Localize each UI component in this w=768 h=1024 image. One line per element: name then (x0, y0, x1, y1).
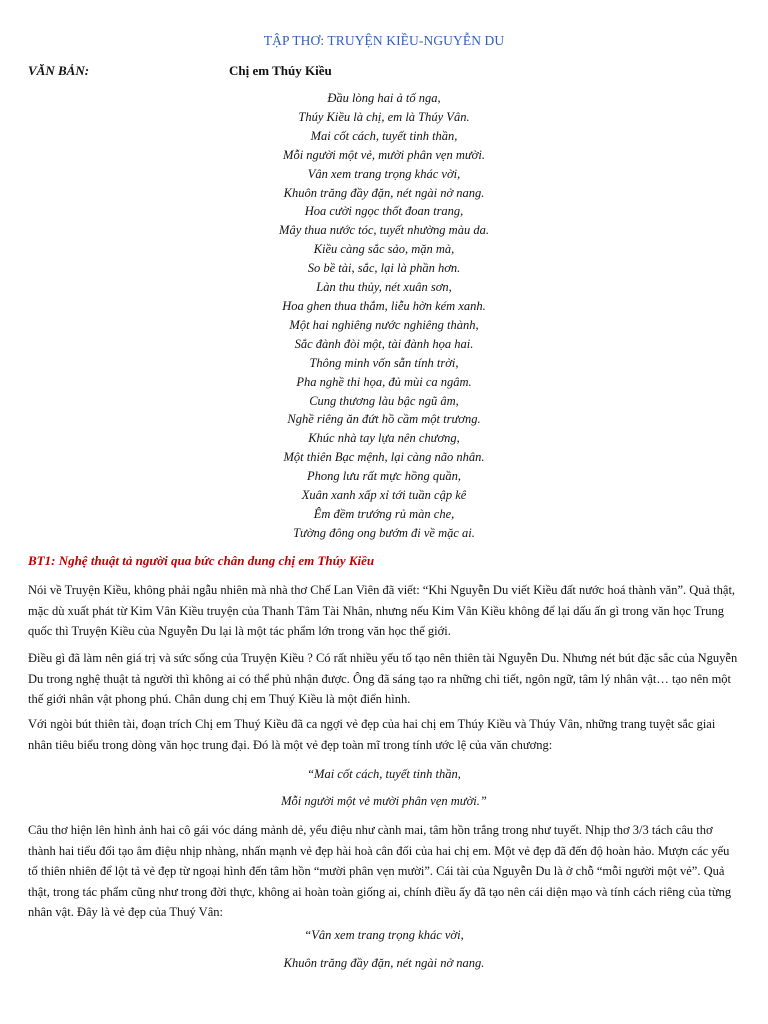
quote-line: Khuôn trăng đầy đặn, nét ngài nở nang. (283, 956, 485, 970)
poem-title: Chị em Thúy Kiều (229, 63, 332, 78)
poem-line: Nghề riêng ăn đứt hồ cầm một trương. (287, 412, 481, 427)
poem-line: Phong lưu rất mực hồng quần, (307, 469, 461, 484)
poem-line: Mỗi người một vẻ, mười phân vẹn mười. (283, 147, 485, 162)
poem-line: Thông minh vốn sẵn tính trời, (309, 355, 459, 370)
poem (0, 89, 768, 543)
poem-line: Khuôn trăng đầy đặn, nét ngài nở nang. (283, 185, 485, 200)
quote-line: “Mai cốt cách, tuyết tinh thần, (307, 767, 461, 781)
poem-line: Tường đông ong bướm đi về mặc ai. (293, 525, 475, 540)
poem-line: Một thiên Bạc mệnh, lại càng não nhân. (283, 450, 485, 465)
poem-line: Hoa cười ngọc thốt đoan trang, (304, 204, 464, 219)
poem-line: Thúy Kiều là chị, em là Thúy Vân. (298, 109, 470, 124)
section-label: VĂN BẢN: (28, 63, 90, 78)
poem-line: So bề tài, sắc, lại là phần hơn. (307, 261, 461, 276)
paragraph-1: Nói về Truyện Kiều, không phải ngẫu nhiên mà nhà thơ Chế Lan Viên đã viết: “Khi Nguyễn Du viết Kiều đất nước hoá thành văn”. Quả thật, mặc dù xuất phát từ Kim Vân Kiều truyện của Thanh Tâm Tài Nhân, nhưng nếu Kim Vân Kiều không để lại dấu ấn gì trong văn học Trung quốc thì Truyện Kiều của Nguyễn Du lại là một tác phẩm lớn trong văn học thế giới. (28, 583, 736, 638)
poem-line: Vân xem trang trọng khác vời, (307, 166, 461, 181)
poem-line: Đầu lòng hai ả tố nga, (327, 91, 441, 105)
poem-line: Kiều càng sắc sảo, mặn mà, (313, 242, 455, 257)
poem-line: Hoa ghen thua thắm, liễu hờn kém xanh. (282, 298, 486, 313)
quote-line: Mỗi người một vẻ mười phân vẹn mười.” (281, 794, 487, 808)
poem-line: Cung thương làu bậc ngũ âm, (309, 393, 459, 408)
poem-line: Khúc nhà tay lựa nên chương, (308, 431, 460, 446)
poem-line: Xuân xanh xấp xỉ tới tuần cập kê (301, 488, 467, 503)
poem-line: Sắc đành đòi một, tài đành họa hai. (294, 336, 474, 351)
quote-line: “Vân xem trang trọng khác vời, (304, 928, 464, 942)
exercise-heading: BT1: Nghệ thuật tả người qua bức chân dung chị em Thúy Kiều (28, 553, 375, 568)
poem-line: Làn thu thủy, nét xuân sơn, (316, 280, 452, 295)
paragraph-4: Câu thơ hiện lên hình ảnh hai cô gái vóc dáng mảnh dẻ, yểu điệu như cành mai, tâm hồn trắng trong như tuyết. Nhịp thơ 3/3 tách câu thơ thành hai tiểu đối tạo âm điệu nhịp nhàng, nhấn mạnh vẻ đẹp hài hoà cân đối của hai chị em. Một vẻ đẹp đã đến độ hoàn hảo. Mượn các yếu tố thiên nhiên để lột tả vẻ đẹp từ ngoại hình đến tâm hồn “mười phân vẹn mười”. Cái tài của Nguyễn Du là ở chỗ “mỗi người một vẻ”. Quả thật, trong tác phẩm cũng như trong đời thực, không ai hoàn toàn giống ai, chính điều ấy đã tạo nên cái diện mạo và tính cách riêng của từng nhân vật. Đây là vẻ đẹp của Thuý Vân: (28, 823, 732, 919)
poem-line: Một hai nghiêng nước nghiêng thành, (289, 317, 479, 332)
paragraph-3: Với ngòi bút thiên tài, đoạn trích Chị em Thuý Kiều đã ca ngợi vẻ đẹp của hai chị em Thúy Kiều và Thúy Vân, những trang tuyệt sắc giai nhân tiêu biểu trong dòng văn học trung đại. Đó là một vẻ đẹp toàn mĩ trong tính ước lệ của văn chương: (28, 717, 716, 752)
poem-line: Mây thua nước tóc, tuyết nhường màu da. (279, 223, 489, 238)
poem-line: Mai cốt cách, tuyết tinh thần, (310, 128, 458, 143)
document-title: TẬP THƠ: TRUYỆN KIỀU-NGUYỄN DU (263, 33, 505, 48)
poem-line: Êm đềm trướng rủ màn che, (313, 506, 455, 521)
paragraph-2: Điều gì đã làm nên giá trị và sức sống của Truyện Kiều ? Có rất nhiều yếu tố tạo nên thiên tài Nguyễn Du. Nhưng nét bút đặc sắc của Nguyễn Du trong nghệ thuật tả người thì không ai có thể phủ nhận được. Ông đã sáng tạo ra những chi tiết, ngôn ngữ, tâm lý nhân vật… tạo nên một thế giới nhân vật phong phú. Chân dung chị em Thuý Kiều là một điển hình. (28, 651, 738, 706)
poem-line: Pha nghề thi họa, đủ mùi ca ngâm. (296, 374, 472, 389)
